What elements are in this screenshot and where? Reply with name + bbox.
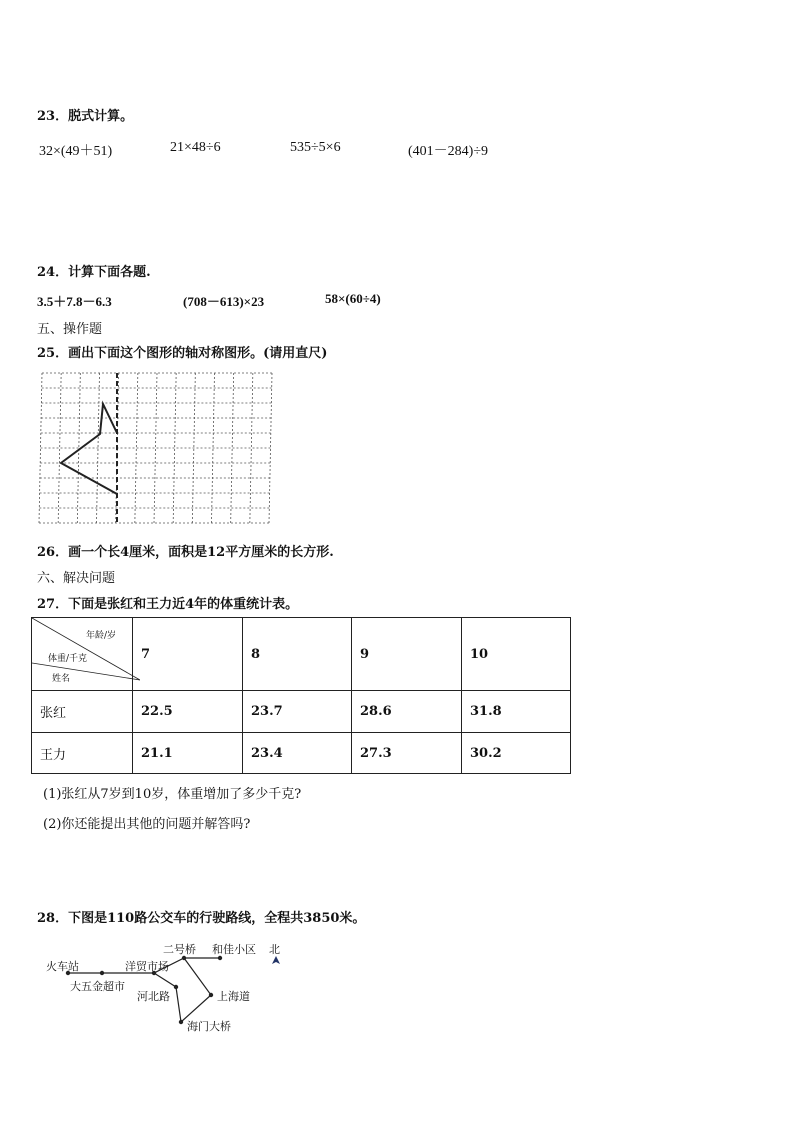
- header-age-label: 年龄/岁: [86, 631, 117, 641]
- q24-expr-2: (708－613)×23: [183, 294, 265, 309]
- header-age-9: 9: [352, 618, 462, 691]
- stop-dot: [209, 993, 213, 997]
- q27-sub1: (1)张红从7岁到10岁，体重增加了多少千克?: [43, 787, 302, 802]
- stop-label-hejia: 和佳小区: [212, 943, 256, 956]
- header-age-8: 8: [243, 618, 352, 691]
- cell: 22.5: [133, 691, 243, 733]
- cell: 27.3: [352, 733, 462, 774]
- table-header-row: [32, 618, 571, 691]
- diagonal-header-cell: [32, 618, 133, 691]
- q26-title: 26．画一个长4厘米，面积是12平方厘米的长方形.: [37, 545, 334, 560]
- table-row: [32, 691, 571, 733]
- stop-label-train-station: 火车站: [46, 960, 79, 973]
- q23-expr-2: 21×48÷6: [170, 140, 221, 155]
- q24-expr-1: 3.5＋7.8－6.3: [37, 294, 112, 309]
- section-5-heading: 五、操作题: [37, 322, 103, 337]
- half-shape: [61, 404, 117, 494]
- q27-title: 27．下面是张红和王力近4年的体重统计表。: [37, 597, 299, 612]
- row-name: 王力: [32, 733, 133, 774]
- cell: 31.8: [462, 691, 571, 733]
- q23-title: 23．脱式计算。: [37, 109, 134, 124]
- header-age-10: 10: [462, 618, 571, 691]
- q23-expr-1: 32×(49＋51): [39, 144, 113, 159]
- cell: 30.2: [462, 733, 571, 774]
- north-label: 北: [269, 943, 280, 956]
- section-6-heading: 六、解决问题: [37, 571, 116, 586]
- north-arrow-icon: [272, 956, 280, 964]
- header-age-7: 7: [133, 618, 243, 691]
- q27-sub2: (2)你还能提出其他的问题并解答吗?: [43, 817, 251, 832]
- q23-expr-3: 535÷5×6: [290, 140, 341, 155]
- row-name: 张红: [32, 691, 133, 733]
- q25-title: 25．画出下面这个图形的轴对称图形。(请用直尺): [37, 346, 328, 361]
- stop-dot: [179, 1020, 183, 1024]
- stop-label-haimen-bridge: 海门大桥: [187, 1020, 231, 1033]
- cell: 23.4: [243, 733, 352, 774]
- weight-table: [31, 617, 571, 774]
- cell: 21.1: [133, 733, 243, 774]
- stop-label-shanghai-road: 上海道: [217, 990, 250, 1003]
- stop-label-hebei-road: 河北路: [137, 990, 170, 1003]
- stop-label-erhao-bridge: 二号桥: [163, 943, 196, 956]
- header-weight-label: 体重/千克: [48, 654, 88, 664]
- stop-label-yangmao-market: 洋贸市场: [125, 960, 169, 973]
- q24-expr-3: 58×(60÷4): [325, 291, 381, 306]
- stop-dot: [174, 985, 178, 989]
- symmetry-grid-figure: [38, 370, 278, 530]
- cell: 23.7: [243, 691, 352, 733]
- cell: 28.6: [352, 691, 462, 733]
- table-row: [32, 733, 571, 774]
- q28-title: 28．下图是110路公交车的行驶路线，全程共3850米。: [37, 911, 366, 926]
- header-name-label: 姓名: [52, 674, 71, 684]
- stop-label-hardware-market: 大五金超市: [70, 980, 125, 993]
- q23-expr-4: (401－284)÷9: [408, 144, 489, 159]
- stop-dot: [100, 971, 104, 975]
- q24-title: 24．计算下面各题.: [37, 265, 151, 280]
